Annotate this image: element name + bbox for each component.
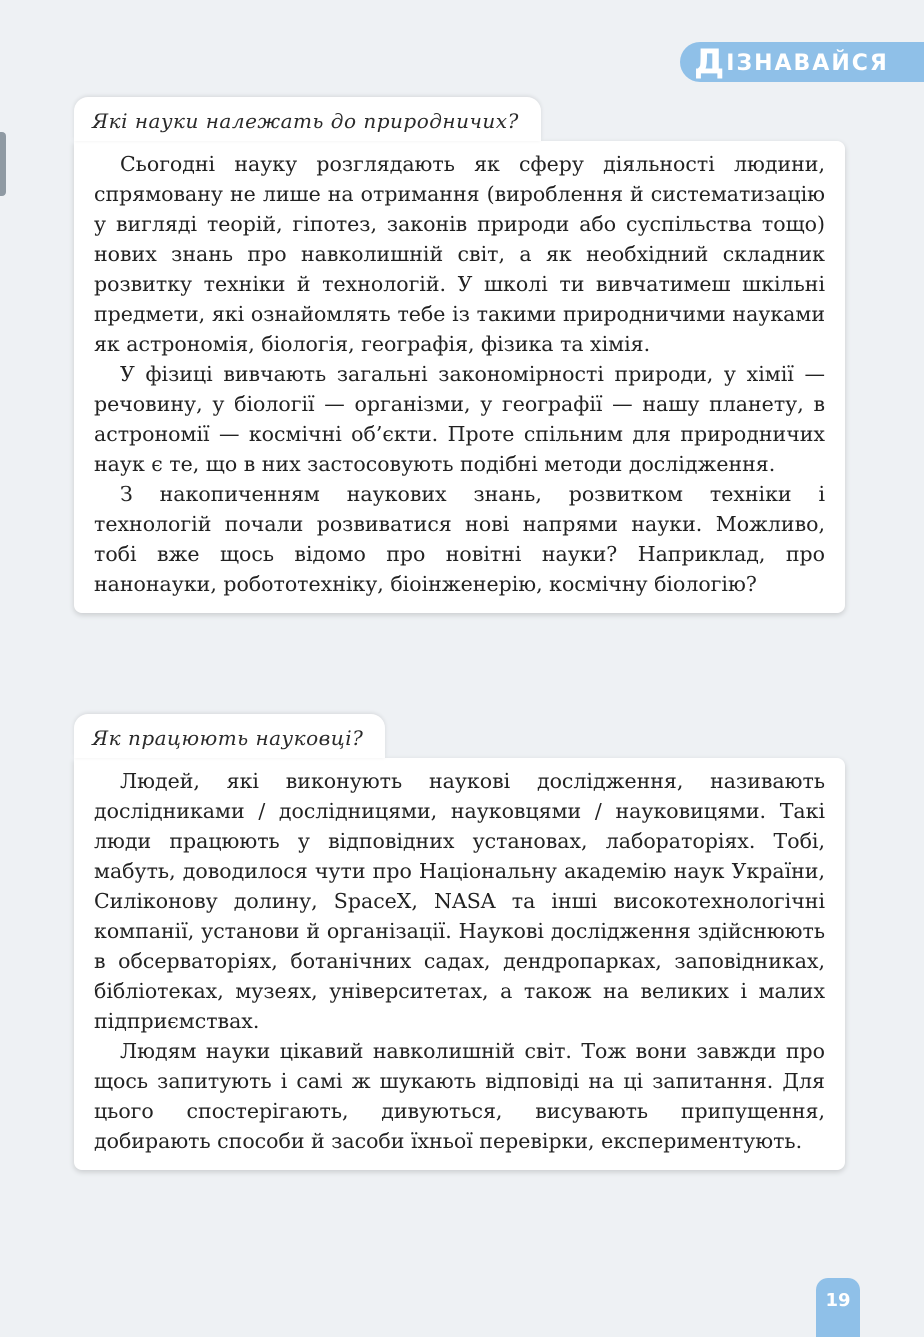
badge-label: ІЗНАВАЙСЯ <box>726 51 889 76</box>
section-how-scientists-work <box>74 714 845 1170</box>
section-badge <box>680 42 924 82</box>
section-title: Які науки належать до природничих? <box>74 97 541 141</box>
paragraph: У фізиці вивчають загальні закономірності природи, у хімії — речовину, у біології — організми, у географії — нашу планету, в астрономії — космічні об’єкти. Проте спільним для природничих наук є те, що в них застосовують подібні методи дослідження. <box>94 362 825 476</box>
text-card <box>74 141 845 613</box>
side-edge-tab <box>0 132 6 196</box>
paragraph: Сьогодні науку розглядають як сферу діяльності людини, спрямовану не лише на отримання (вироблення й систематизацію у вигляді теорій, гіпотез, законів природи або суспільства тощо) нових знань про навколишній світ, а як необхідний складник розвитку техніки й технологій. У школі ти вивчатимеш шкільні предмети, які ознайомлять тебе із такими природничими науками як астрономія, біологія, географія, фізика та хімія. <box>94 152 825 356</box>
page-number: 19 <box>816 1278 860 1337</box>
section-title: Як працюють науковці? <box>74 714 385 758</box>
paragraph: З накопиченням наукових знань, розвитком техніки і технологій почали розвиватися нові напрями науки. Можливо, тобі вже щось відомо про новітні науки? Наприклад, про нанонауки, робототехніку, біоінженерію, космічну біологію? <box>94 482 825 596</box>
section-natural-sciences <box>74 97 845 613</box>
paragraph: Людям науки цікавий навколишній світ. Тож вони завжди про щось запитують і самі ж шукають відповіді на ці запитання. Для цього спостерігають, дивуються, висувають припущення, добирають способи й засоби їхньої перевірки, експериментують. <box>94 1039 825 1153</box>
paragraph: Людей, які виконують наукові дослідження, називають дослідниками / дослідницями, науковцями / науковицями. Такі люди працюють у відповідних установах, лабораторіях. Тобі, мабуть, доводилося чути про Національну академію наук України, Силіконову долину, SpaceX, NASA та інші високотехнологічні компанії, установи й організації. Наукові дослідження здійснюють в обсерваторіях, ботанічних садах, дендропарках, заповідниках, бібліотеках, музеях, університетах, а також на великих і малих підприємствах. <box>94 769 825 1033</box>
badge-first-letter: Д <box>694 42 727 82</box>
text-card <box>74 758 845 1170</box>
